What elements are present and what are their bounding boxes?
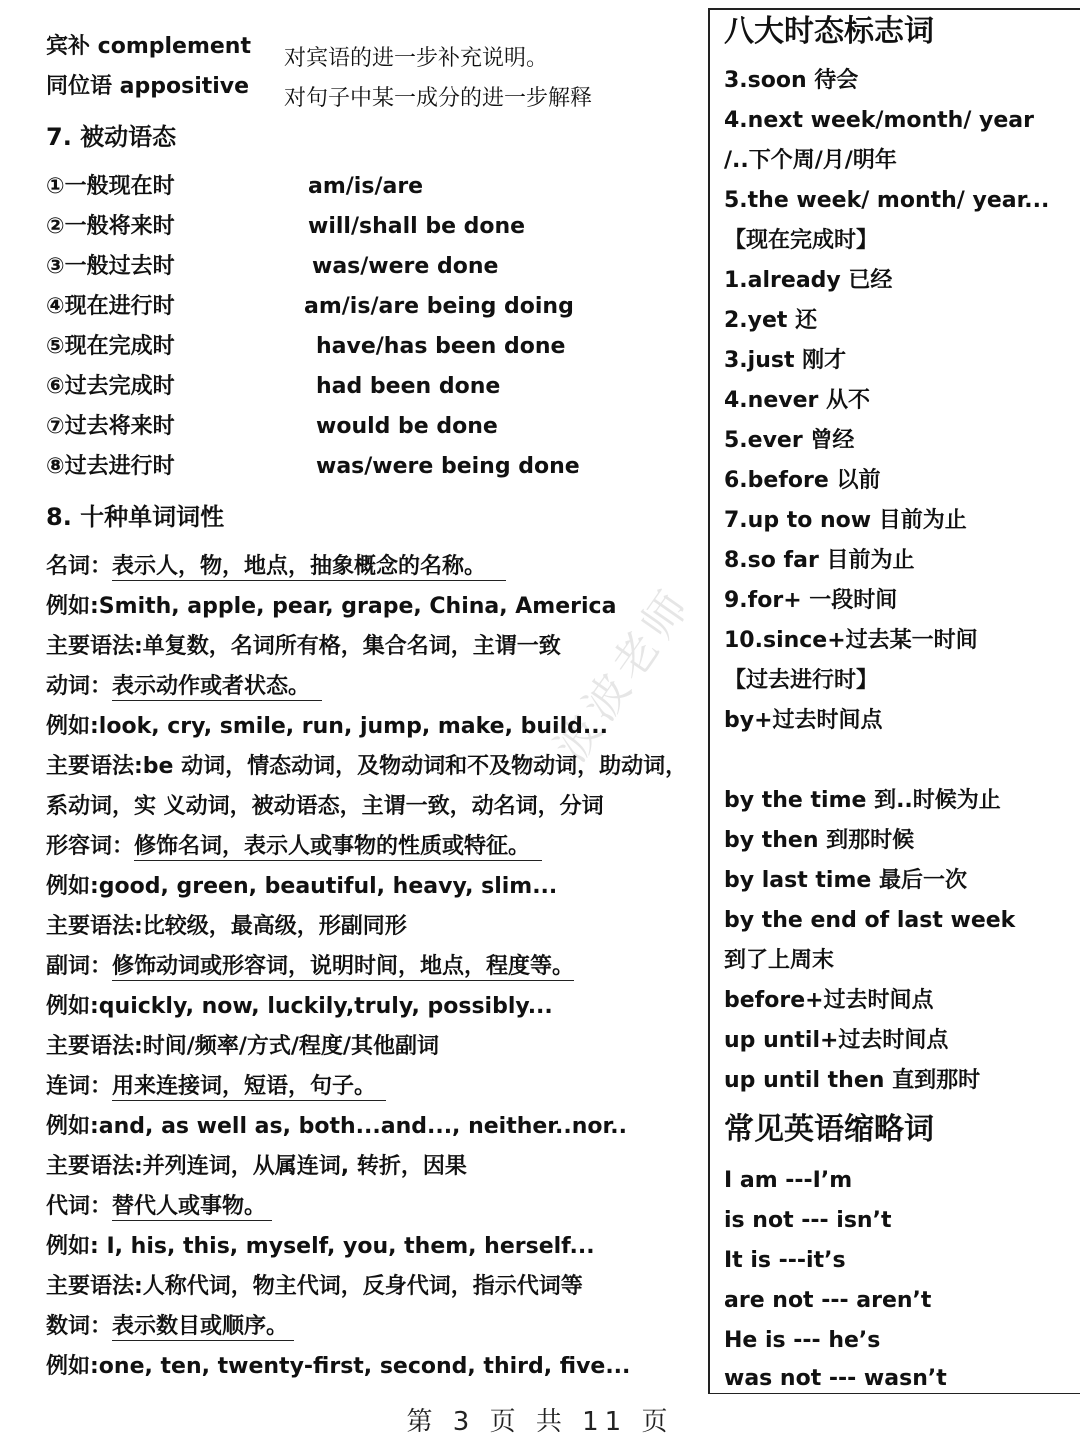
abbreviation-line: I am ---I’m [724, 1168, 853, 1193]
tense-marker-line: by the time 到..时候为止 [724, 788, 1001, 813]
passive-tense: ②一般将来时 [46, 214, 175, 239]
tense-markers-panel [708, 8, 1080, 1394]
tense-marker-line: 3.just 刚才 [724, 348, 847, 373]
tense-subheading: 【过去进行时】 [724, 668, 879, 693]
pos-example: 例如:and, as well as, both...and..., neither..nor.. [46, 1114, 627, 1139]
section-heading-passive: 7. 被动语态 [46, 123, 177, 151]
tense-marker-line: 9.for+ 一段时间 [724, 588, 898, 613]
tense-marker-line: 4.next week/month/ year [724, 108, 1034, 133]
passive-tense: ⑧过去进行时 [46, 454, 175, 479]
abbreviation-line: He is --- he’s [724, 1328, 881, 1353]
passive-tense: ⑦过去将来时 [46, 414, 175, 439]
pos-example: 例如:quickly, now, luckily,truly, possibly... [46, 994, 553, 1019]
tense-marker-line: 4.never 从不 [724, 388, 871, 413]
watermark: 波波老师 [545, 578, 702, 772]
pos-grammar: 主要语法:比较级，最高级，形副同形 [46, 914, 407, 939]
pos-example: 例如:look, cry, smile, run, jump, make, build... [46, 714, 608, 739]
tense-subheading: 【现在完成时】 [724, 228, 879, 253]
pos-label: 形容词： [46, 834, 135, 859]
pos-example: 例如:Smith, apple, pear, grape, China, America [46, 594, 617, 619]
pos-grammar: 主要语法:并列连词，从属连词, 转折，因果 [46, 1154, 467, 1179]
tense-marker-line: by+过去时间点 [724, 708, 883, 733]
passive-form: have/has been done [316, 334, 566, 359]
tense-marker-line: 6.before 以前 [724, 468, 881, 493]
pos-definition: 替代人或事物。 [112, 1194, 272, 1221]
pos-grammar: 主要语法:单复数，名词所有格，集合名词，主谓一致 [46, 634, 561, 659]
passive-tense: ⑥过去完成时 [46, 374, 175, 399]
pos-grammar: 系动词，实 义动词，被动语态，主谓一致，动名词，分词 [46, 794, 604, 819]
tense-marker-line: 8.so far 目前为止 [724, 548, 915, 573]
passive-tense: ③一般过去时 [46, 254, 175, 279]
passive-form: am/is/are being doing [304, 294, 574, 319]
tense-marker-line: 1.already 已经 [724, 268, 893, 293]
pos-label: 连词： [46, 1074, 113, 1099]
tense-marker-line: by the end of last week [724, 908, 1016, 933]
pos-entry-conjunction [46, 1072, 386, 1102]
tense-marker-line: 7.up to now 目前为止 [724, 508, 967, 533]
section-heading-parts-of-speech: 8. 十种单词词性 [46, 503, 225, 531]
pos-definition: 修饰动词或形容词，说明时间，地点，程度等。 [112, 954, 575, 979]
pos-definition: 表示数目或顺序。 [112, 1314, 294, 1341]
pos-entry-pronoun [46, 1192, 272, 1222]
passive-form: was/were done [312, 254, 499, 279]
pos-example: 例如: I, his, this, myself, you, them, herself... [46, 1234, 595, 1259]
panel-heading-tense-markers: 八大时态标志词 [724, 14, 934, 49]
pos-example: 例如:good, green, beautiful, heavy, slim... [46, 874, 558, 899]
pos-entry-numeral [46, 1312, 294, 1342]
pos-definition: 用来连接词，短语，句子。 [112, 1074, 386, 1101]
pos-grammar: 主要语法:人称代词，物主代词，反身代词，指示代词等 [46, 1274, 583, 1299]
def-term-complement: 宾补 complement [46, 34, 251, 59]
def-desc-appositive: 对句子中某一成分的进一步解释 [284, 86, 593, 111]
tense-marker-line: by last time 最后一次 [724, 868, 967, 893]
pos-definition: 表示动作或者状态。 [112, 674, 322, 701]
tense-marker-line: by then 到那时候 [724, 828, 915, 853]
abbreviation-line: was not --- wasn’t [724, 1366, 947, 1391]
pos-entry-adjective [46, 832, 542, 862]
tense-marker-line: before+过去时间点 [724, 988, 934, 1013]
tense-marker-line: 2.yet 还 [724, 308, 818, 333]
def-desc-complement: 对宾语的进一步补充说明。 [284, 46, 549, 71]
pos-label: 动词： [46, 674, 113, 699]
tense-marker-line: 5.the week/ month/ year... [724, 188, 1050, 213]
passive-tense: ①一般现在时 [46, 174, 175, 199]
panel-heading-abbreviations: 常见英语缩略词 [724, 1112, 934, 1147]
passive-form: will/shall be done [308, 214, 526, 239]
abbreviation-line: are not --- aren’t [724, 1288, 932, 1313]
tense-marker-line: up until+过去时间点 [724, 1028, 949, 1053]
pos-entry-verb [46, 672, 322, 702]
passive-form: am/is/are [308, 174, 424, 199]
pos-entry-adverb [46, 952, 574, 982]
tense-marker-line: up until then 直到那时 [724, 1068, 981, 1093]
pos-grammar: 主要语法:时间/频率/方式/程度/其他副词 [46, 1034, 439, 1059]
pos-definition: 修饰名词，表示人或事物的性质或特征。 [134, 834, 542, 861]
pos-grammar: 主要语法:be 动词，情态动词，及物动词和不及物动词，助动词， [46, 754, 688, 779]
tense-marker-line: 3.soon 待会 [724, 68, 859, 93]
abbreviation-line: is not --- isn’t [724, 1208, 892, 1233]
passive-tense: ④现在进行时 [46, 294, 175, 319]
passive-form: had been done [316, 374, 501, 399]
pos-label: 数词： [46, 1314, 113, 1339]
abbreviation-line: It is ---it’s [724, 1248, 846, 1273]
pos-example: 例如:one, ten, twenty-first, second, third, five... [46, 1354, 631, 1379]
passive-tense: ⑤现在完成时 [46, 334, 175, 359]
page-number-footer: 第 3 页 共 11 页 [406, 1407, 674, 1437]
tense-marker-line: /..下个周/月/明年 [724, 148, 897, 173]
pos-label: 名词： [46, 554, 113, 579]
tense-marker-line: 到了上周末 [724, 948, 835, 973]
pos-label: 副词： [46, 954, 113, 979]
tense-marker-line: 5.ever 曾经 [724, 428, 855, 453]
tense-marker-line: 10.since+过去某一时间 [724, 628, 978, 653]
def-term-appositive: 同位语 appositive [46, 74, 250, 99]
passive-form: would be done [316, 414, 498, 439]
pos-definition: 表示人，物，地点，抽象概念的名称。 [112, 554, 506, 581]
passive-form: was/were being done [316, 454, 580, 479]
pos-entry-noun [46, 552, 506, 582]
pos-label: 代词： [46, 1194, 113, 1219]
